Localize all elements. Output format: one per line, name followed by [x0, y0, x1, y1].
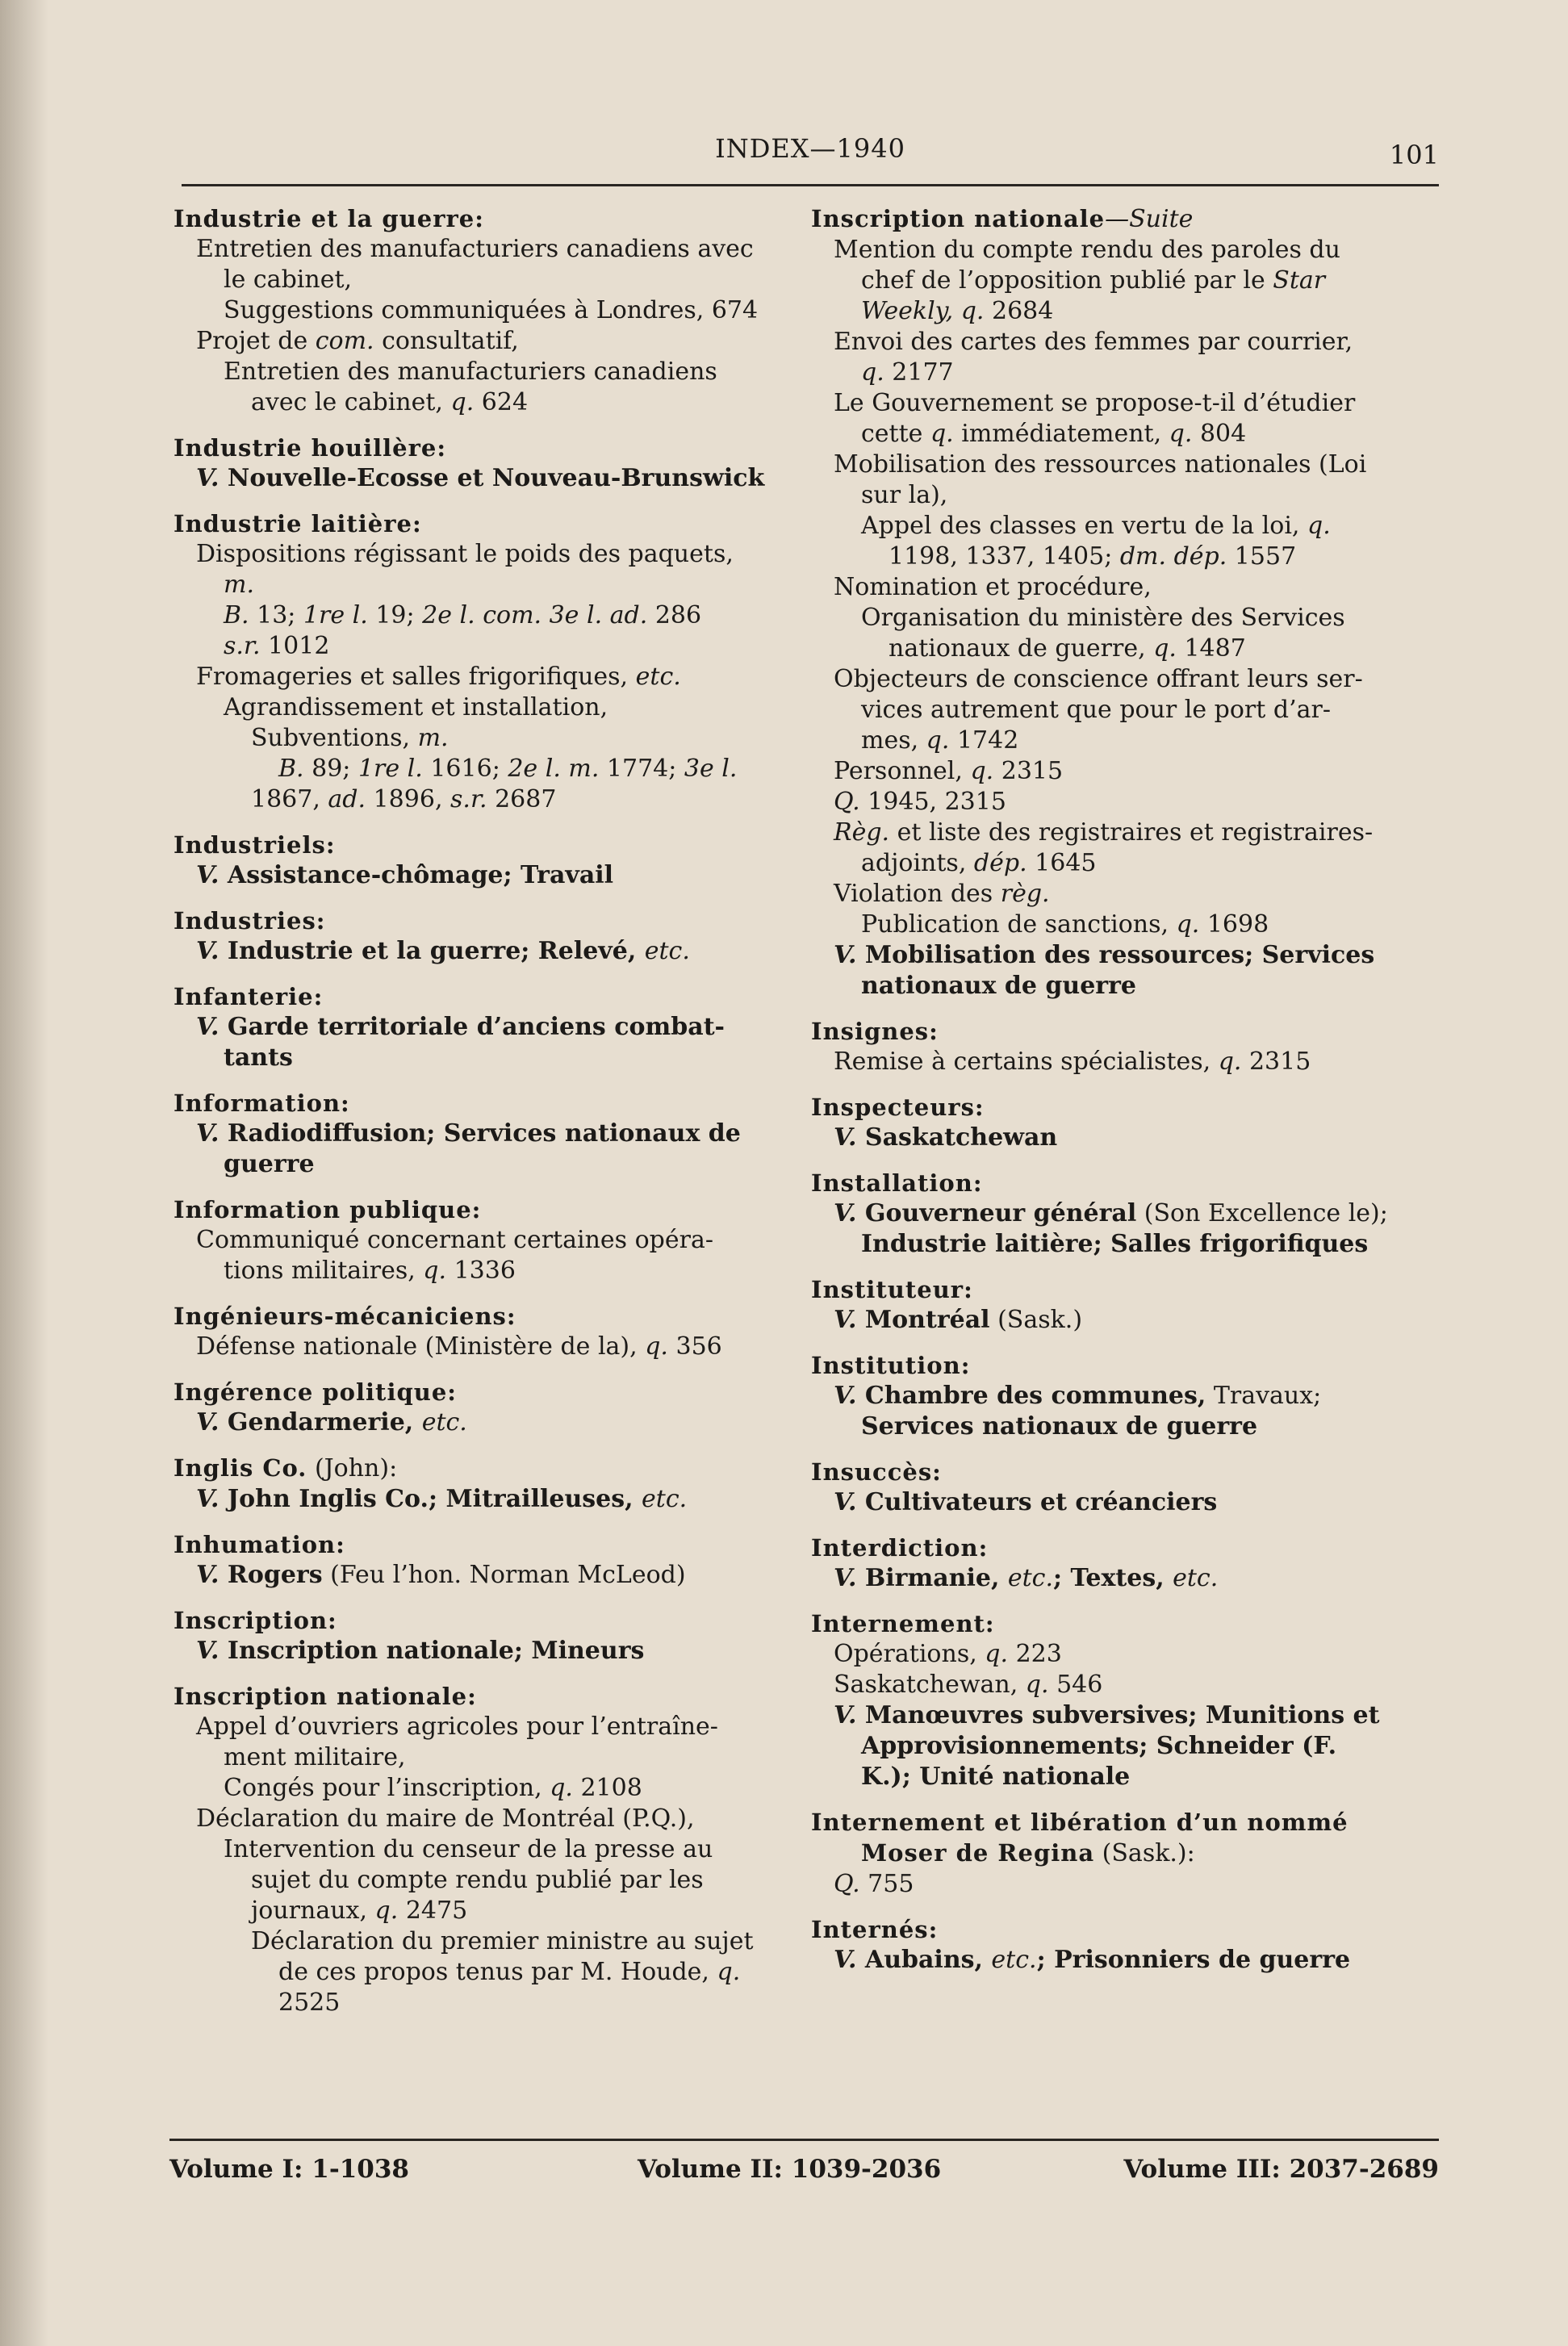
entry-line: Agrandissement et installation,: [224, 693, 608, 721]
entry-line: [811, 879, 1440, 910]
abbr: dm. dép.: [1119, 542, 1227, 571]
abbr: com.: [315, 327, 374, 355]
entry-heading: Inscription:: [174, 1607, 337, 1634]
entry-line: [811, 266, 1440, 296]
text: Saskatchewan,: [834, 1671, 1026, 1699]
index-entry: [174, 1453, 787, 1515]
text: ; Textes,: [1053, 1564, 1173, 1592]
entry-line: m.: [224, 571, 254, 599]
see-reference-cont: Industrie laitière; Salles frigorifiques: [861, 1230, 1369, 1258]
entry-line: [811, 634, 1440, 664]
entry-line: Entretien des manufacturiers canadiens avec: [196, 235, 754, 263]
text: 1616;: [422, 755, 508, 783]
text: Aubains,: [856, 1946, 992, 1974]
text: 2684: [984, 297, 1054, 325]
abbr: Weekly, q.: [861, 297, 985, 325]
index-entry: [811, 1533, 1440, 1594]
text: 1896,: [366, 785, 451, 813]
abbr: B.: [224, 601, 249, 629]
see-reference: [811, 1700, 1440, 1731]
continued-label: —Suite: [1105, 205, 1194, 233]
see-reference: [811, 1945, 1440, 1976]
abbr: q.: [1169, 420, 1193, 448]
entry-line: [811, 296, 1440, 327]
text: 624: [474, 388, 529, 416]
entry-heading: Instituteur:: [811, 1276, 973, 1303]
index-entry: [174, 508, 787, 815]
entry-heading-line: [174, 1453, 787, 1484]
entry-heading: Ingénieurs-mécaniciens:: [174, 1303, 516, 1330]
footer-rule: [169, 2139, 1439, 2141]
index-entry: [811, 1914, 1440, 1976]
page-number: 101: [1389, 140, 1439, 170]
entry-heading: Inscription nationale: [811, 205, 1106, 232]
index-entry: [174, 1377, 787, 1438]
entry-line: [811, 542, 1440, 572]
text: 2315: [993, 757, 1064, 785]
see-marker: V.: [834, 1701, 857, 1729]
text: 1557: [1227, 542, 1297, 571]
text: Violation des: [834, 880, 1001, 908]
entry-line: Dispositions régissant le poids des paquets,: [196, 540, 734, 568]
text: 286: [647, 601, 702, 629]
entry-line: Le Gouvernement se propose-t-il d’étudier: [834, 389, 1356, 417]
entry-heading: Industrie houillère:: [174, 434, 447, 462]
see-reference-cont: K.); Unité nationale: [861, 1763, 1131, 1791]
text: 1742: [949, 726, 1019, 755]
abbr: etc.: [1007, 1564, 1054, 1592]
entry-line: 2525: [278, 1988, 341, 2017]
text: 546: [1048, 1671, 1103, 1699]
abbr: q.: [374, 1896, 399, 1925]
abbr: Règ.: [834, 818, 890, 847]
entry-line: sujet du compte rendu publié par les: [251, 1866, 704, 1894]
entry-line: Communiqué concernant certaines opéra-: [196, 1226, 713, 1254]
text: Remise à certains spécialistes,: [834, 1048, 1219, 1076]
entry-heading-cont: [811, 1838, 1440, 1869]
see-reference: [811, 1305, 1440, 1336]
see-marker: V.: [196, 1637, 220, 1665]
text: Radiodiffusion; Services nationaux de: [219, 1119, 741, 1148]
text: 755: [859, 1870, 914, 1898]
entry-heading: Industries:: [174, 907, 326, 935]
abbr: etc.: [421, 1408, 467, 1436]
text: 804: [1192, 420, 1247, 448]
entry-line: [174, 1896, 787, 1926]
text: 13;: [249, 601, 303, 629]
entry-heading: Internés:: [811, 1916, 939, 1943]
text: cette: [861, 420, 930, 448]
index-entry: [811, 1168, 1440, 1260]
index-entry: [174, 1605, 787, 1666]
entry-line: [174, 1957, 787, 1988]
abbr: q.: [985, 1640, 1009, 1668]
see-marker: V.: [834, 1306, 857, 1334]
abbr: q.: [970, 757, 994, 785]
entry-line: [811, 511, 1440, 542]
entry-heading: Information publique:: [174, 1196, 482, 1223]
entry-line: Appel d’ouvriers agricoles pour l’entraîne-: [196, 1712, 718, 1741]
entry-line: [811, 726, 1440, 756]
abbr: q.: [930, 420, 954, 448]
see-reference: [174, 860, 787, 891]
entry-line: [811, 1047, 1440, 1077]
text: nationaux de guerre,: [889, 634, 1154, 663]
entry-heading: Inhumation:: [174, 1531, 345, 1558]
text: Cultivateurs et créanciers: [856, 1488, 1218, 1516]
entry-heading: Infanterie:: [174, 983, 324, 1010]
entry-heading: Industrie et la guerre:: [174, 205, 484, 232]
see-reference-cont: guerre: [224, 1150, 315, 1178]
abbr: règ.: [1000, 880, 1050, 908]
abbr: etc.: [644, 937, 690, 965]
footer-volume-2: Volume II: 1039-2036: [638, 2155, 942, 2184]
entry-line: [811, 358, 1440, 388]
entry-line: Objecteurs de conscience offrant leurs ser-: [834, 665, 1363, 693]
see-reference: [174, 1560, 787, 1591]
text: Opérations,: [834, 1640, 985, 1668]
index-entry: [811, 1016, 1440, 1077]
text: mes,: [861, 726, 926, 755]
entry-line: Envoi des cartes des femmes par courrier,: [834, 328, 1353, 356]
abbr: 3e l.: [684, 755, 738, 783]
entry-line: [174, 387, 787, 418]
entry-heading: Industriels:: [174, 831, 336, 859]
entry-line: Entretien des manufacturiers canadiens: [224, 358, 717, 386]
entry-line: [174, 600, 787, 631]
index-entry: [174, 203, 787, 418]
see-reference: [174, 936, 787, 967]
abbr: 2e l. m.: [508, 755, 600, 783]
abbr: q.: [1218, 1048, 1242, 1076]
see-reference: [174, 1484, 787, 1515]
header-rule: [182, 184, 1439, 186]
abbr: q.: [645, 1332, 668, 1361]
index-entry: [174, 1529, 787, 1591]
entry-line: le cabinet,: [224, 266, 353, 294]
text: Congés pour l’inscription,: [224, 1774, 550, 1802]
see-marker: V.: [834, 1488, 857, 1516]
see-marker: V.: [834, 1382, 857, 1410]
entry-heading: Internement et libération d’un nommé: [811, 1809, 1348, 1836]
see-reference: [174, 1407, 787, 1438]
text: Mobilisation des ressources; Services: [856, 941, 1375, 969]
text: 2315: [1241, 1048, 1311, 1076]
entry-line: [811, 1670, 1440, 1700]
entry-line: [174, 631, 787, 662]
see-marker: V.: [834, 1946, 857, 1974]
text: ; Prisonniers de guerre: [1036, 1946, 1351, 1974]
text: Travaux;: [1206, 1382, 1322, 1410]
see-marker: V.: [834, 1564, 857, 1592]
see-reference: [811, 1198, 1440, 1229]
text: Inscription nationale; Mineurs: [219, 1637, 645, 1665]
text: (John):: [307, 1454, 398, 1482]
text: Montréal: [856, 1306, 990, 1334]
abbr: etc.: [642, 1485, 688, 1513]
index-entry: [811, 1807, 1440, 1900]
index-entry: [174, 1301, 787, 1362]
abbr: B.: [278, 755, 304, 783]
text: 1336: [446, 1257, 516, 1285]
see-marker: V.: [196, 1119, 220, 1148]
abbr: q.: [926, 726, 950, 755]
index-entry: [811, 1274, 1440, 1336]
see-marker: V.: [196, 1561, 220, 1589]
text: Appel des classes en vertu de la loi,: [861, 512, 1308, 540]
text: immédiatement,: [953, 420, 1169, 448]
see-reference-cont: nationaux de guerre: [861, 972, 1136, 1000]
index-entry: [174, 1681, 787, 2018]
text: 1945, 2315: [859, 788, 1006, 816]
abbr: etc.: [1173, 1564, 1219, 1592]
abbr: 1re l.: [303, 601, 368, 629]
entry-line: [174, 1332, 787, 1362]
entry-line: [811, 756, 1440, 787]
text: Saskatchewan: [856, 1123, 1058, 1152]
entry-line: vices autrement que pour le port d’ar-: [861, 696, 1331, 724]
entry-line: Suggestions communiquées à Londres, 674: [224, 296, 759, 324]
entry-heading: Industrie laitière:: [174, 510, 422, 537]
entry-line: Organisation du ministère des Services: [861, 604, 1345, 632]
index-entry: [811, 1608, 1440, 1792]
abbr: m.: [417, 724, 449, 752]
entry-line: [174, 1773, 787, 1804]
text: Rogers: [219, 1561, 323, 1589]
text: 2177: [884, 358, 954, 387]
entry-heading: Moser de Regina: [861, 1839, 1095, 1867]
entry-heading: Interdiction:: [811, 1534, 989, 1562]
entry-line: [174, 784, 787, 815]
text: 1645: [1027, 849, 1097, 877]
text: tions militaires,: [224, 1257, 424, 1285]
text: chef de l’opposition publié par le: [861, 266, 1273, 295]
index-entry: [811, 1092, 1440, 1153]
see-marker: V.: [834, 1123, 857, 1152]
abbr: s.r.: [224, 632, 261, 660]
page-footer: [169, 2155, 1439, 2195]
index-entry: [174, 1194, 787, 1286]
see-reference: [174, 463, 787, 494]
abbr: s.r.: [450, 785, 487, 813]
text: Subventions,: [251, 724, 418, 752]
text: 356: [667, 1332, 722, 1361]
text: Gouverneur général: [856, 1199, 1137, 1227]
text: (Son Excellence le);: [1136, 1199, 1388, 1227]
abbr: etc.: [991, 1946, 1037, 1974]
entry-heading-line: [811, 203, 1440, 235]
entry-line: [811, 1639, 1440, 1670]
see-reference: [811, 1563, 1440, 1594]
index-entry: [174, 905, 787, 967]
entry-line: [174, 326, 787, 357]
abbr: 2e l. com. 3e l. ad.: [422, 601, 648, 629]
entry-line: [174, 723, 787, 754]
abbr: q.: [423, 1257, 447, 1285]
see-reference-cont: tants: [224, 1043, 293, 1072]
entry-line: Déclaration du premier ministre au sujet: [251, 1927, 754, 1955]
text: Projet de: [196, 327, 316, 355]
index-column-left: [174, 203, 787, 2033]
see-marker: V.: [196, 464, 220, 492]
text: de ces propos tenus par M. Houde,: [278, 1958, 717, 1986]
see-reference: [811, 1123, 1440, 1153]
see-reference: [174, 1119, 787, 1149]
text: Industrie et la guerre; Relevé,: [219, 937, 645, 965]
text: 1487: [1176, 634, 1246, 663]
entry-heading: Insignes:: [811, 1018, 939, 1045]
entry-line: [811, 848, 1440, 879]
text: 19;: [367, 601, 423, 629]
see-reference-cont: Services nationaux de guerre: [861, 1412, 1258, 1441]
see-reference: [174, 1012, 787, 1043]
entry-line: Nomination et procédure,: [834, 573, 1152, 601]
text: 2687: [487, 785, 557, 813]
abbr: q.: [550, 1774, 573, 1802]
text: (Feu l’hon. Norman McLeod): [322, 1561, 686, 1589]
entry-line: [811, 419, 1440, 450]
entry-line: [174, 662, 787, 692]
text: Fromageries et salles frigorifiques,: [196, 663, 636, 691]
abbr: ad.: [328, 785, 366, 813]
index-column-right: [811, 203, 1440, 1990]
entry-heading: Inscription nationale:: [174, 1683, 477, 1710]
entry-line: [811, 818, 1440, 848]
entry-line: Mention du compte rendu des paroles du: [834, 236, 1340, 264]
abbr: q.: [861, 358, 884, 387]
text: 1867,: [251, 785, 328, 813]
abbr: q.: [717, 1958, 741, 1986]
text: Personnel,: [834, 757, 971, 785]
text: Chambre des communes,: [856, 1382, 1206, 1410]
see-reference: [174, 1636, 787, 1666]
text: Nouvelle-Ecosse et Nouveau-Brunswick: [219, 464, 765, 492]
text: 1698: [1199, 910, 1269, 939]
abbr: q.: [1176, 910, 1200, 939]
see-marker: V.: [196, 1485, 220, 1513]
abbr: Star: [1273, 266, 1326, 295]
page-edge-shadow: [0, 0, 48, 2346]
footer-volume-1: Volume I: 1-1038: [169, 2155, 409, 2184]
text: Manœuvres subversives; Munitions et: [856, 1701, 1380, 1729]
see-reference: [811, 1381, 1440, 1411]
entry-line: [174, 1256, 787, 1286]
text: Birmanie,: [856, 1564, 1008, 1592]
abbr: 1re l.: [358, 755, 423, 783]
entry-line: Intervention du censeur de la presse au: [224, 1835, 713, 1863]
page-header: [182, 133, 1439, 174]
see-marker: V.: [834, 941, 857, 969]
text: journaux,: [251, 1896, 375, 1925]
entry-heading: Insuccès:: [811, 1458, 942, 1486]
text: (Sask.):: [1094, 1839, 1195, 1867]
text: 223: [1008, 1640, 1062, 1668]
see-reference: [811, 1487, 1440, 1518]
entry-line: Mobilisation des ressources nationales (Loi: [834, 450, 1367, 479]
index-entry: [174, 981, 787, 1073]
entry-line: sur la),: [861, 481, 948, 509]
text: Défense nationale (Ministère de la),: [196, 1332, 646, 1361]
index-entry: [174, 1088, 787, 1180]
entry-heading: Information:: [174, 1089, 350, 1117]
index-entry: [811, 203, 1440, 1002]
text: Gendarmerie,: [219, 1408, 422, 1436]
text: consultatif,: [374, 327, 519, 355]
abbr: q.: [1153, 634, 1177, 663]
see-reference: [811, 940, 1440, 971]
abbr: Q.: [834, 1870, 860, 1898]
text: 1774;: [599, 755, 684, 783]
index-entry: [811, 1350, 1440, 1442]
text: adjoints,: [861, 849, 974, 877]
abbr: q.: [450, 388, 475, 416]
text: 2108: [572, 1774, 642, 1802]
footer-volume-3: Volume III: 2037-2689: [1123, 2155, 1439, 2184]
text: (Sask.): [989, 1306, 1083, 1334]
see-marker: V.: [834, 1199, 857, 1227]
text: Garde territoriale d’anciens combat-: [219, 1013, 725, 1041]
text: 1198, 1337, 1405;: [889, 542, 1120, 571]
text: avec le cabinet,: [251, 388, 451, 416]
entry-heading: Installation:: [811, 1169, 983, 1197]
entry-heading: Institution:: [811, 1352, 971, 1379]
index-entry: [174, 830, 787, 891]
text: 89;: [303, 755, 358, 783]
entry-line: [811, 787, 1440, 818]
text: 1012: [260, 632, 330, 660]
abbr: q.: [1307, 512, 1331, 540]
abbr: Q.: [834, 788, 860, 816]
text: Publication de sanctions,: [861, 910, 1177, 939]
entry-heading: Ingérence politique:: [174, 1378, 457, 1406]
entry-line: Déclaration du maire de Montréal (P.Q.),: [196, 1804, 695, 1833]
see-marker: V.: [196, 937, 220, 965]
see-marker: V.: [196, 1408, 220, 1436]
see-reference-cont: Approvisionnements; Schneider (F.: [861, 1732, 1337, 1760]
see-marker: V.: [196, 861, 220, 889]
abbr: etc.: [635, 663, 681, 691]
abbr: dép.: [973, 849, 1027, 877]
entry-heading: Inglis Co.: [174, 1454, 307, 1482]
entry-line: [811, 910, 1440, 940]
index-entry: [174, 433, 787, 494]
entry-line: [174, 754, 787, 784]
text: Assistance-chômage; Travail: [219, 861, 614, 889]
text: et liste des registraires et registraires-: [889, 818, 1374, 847]
text: 2475: [398, 1896, 468, 1925]
index-entry: [811, 1457, 1440, 1518]
text: John Inglis Co.; Mitrailleuses,: [219, 1485, 642, 1513]
running-title: INDEX—1940: [715, 133, 905, 164]
see-marker: V.: [196, 1013, 220, 1041]
entry-heading: Internement:: [811, 1610, 995, 1637]
entry-line: [811, 1869, 1440, 1900]
entry-line: ment militaire,: [224, 1743, 406, 1771]
entry-heading: Inspecteurs:: [811, 1094, 985, 1121]
abbr: q.: [1025, 1671, 1049, 1699]
